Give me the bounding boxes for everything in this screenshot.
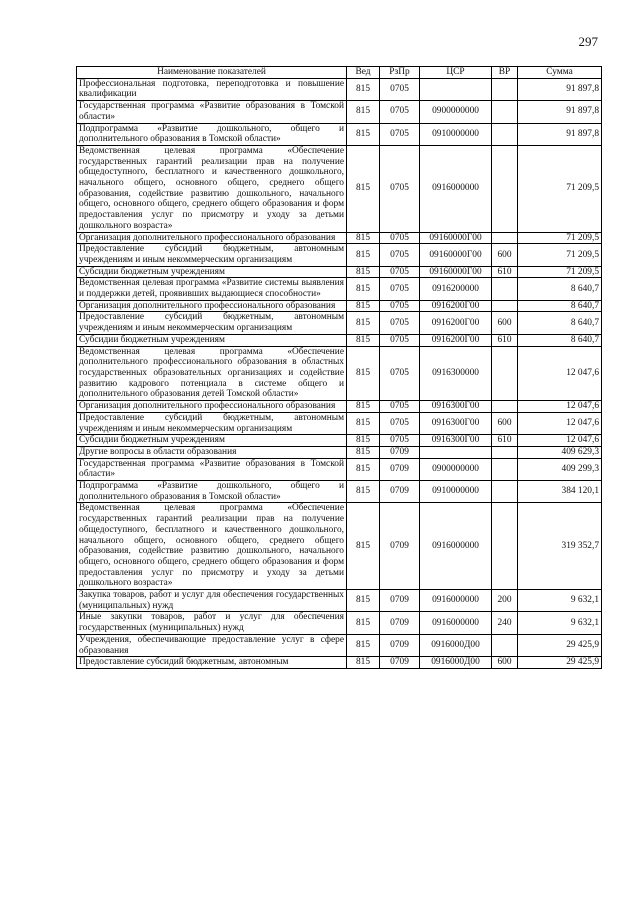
cell-sum: 409 299,3 — [518, 458, 602, 480]
cell-csr: 0916000000 — [420, 590, 492, 612]
cell-ved: 815 — [347, 334, 380, 346]
table-row — [77, 266, 602, 278]
table-row — [77, 503, 602, 590]
cell-csr: 0916200000 — [420, 278, 492, 300]
cell-ved: 815 — [347, 278, 380, 300]
cell-ved: 815 — [347, 481, 380, 503]
table-row — [77, 123, 602, 145]
cell-vr — [492, 78, 518, 100]
cell-name: Ведомственная целевая программа «Обеспечение государственных гарантий реализации прав на получение общедоступного, бесплатного и качественного дошкольного, начального общего, основного общего, среднего общего образования, содействие развитию дошкольного, начального общего, основного общего, среднего общего образования и форм предоставления услуг по присмотру и уходу за детьми дошкольного возраста» — [77, 145, 347, 232]
table-row — [77, 300, 602, 312]
cell-csr: 0916300Г00 — [420, 401, 492, 413]
cell-ved: 815 — [347, 232, 380, 244]
table-row — [77, 412, 602, 434]
cell-vr — [492, 123, 518, 145]
cell-csr: 0900000000 — [420, 101, 492, 123]
table-row — [77, 244, 602, 266]
cell-csr: 0916000000 — [420, 503, 492, 590]
table-row — [77, 481, 602, 503]
cell-name: Иные закупки товаров, работ и услуг для обеспечения государственных (муниципальных) нужд — [77, 612, 347, 634]
cell-rzpr: 0705 — [380, 312, 420, 334]
cell-vr: 610 — [492, 334, 518, 346]
table-row — [77, 312, 602, 334]
cell-name: Ведомственная целевая программа «Обеспечение государственных гарантий реализации прав на получение общедоступного, бесплатного и качественного дошкольного, начального общего, основного общего, среднего общего образования, содействие развитию дошкольного, начального общего, основного общего, среднего общего образования и форм предоставления услуг по присмотру и уходу за детьми дошкольного возраста» — [77, 503, 347, 590]
cell-ved: 815 — [347, 123, 380, 145]
cell-rzpr: 0705 — [380, 78, 420, 100]
cell-name: Организация дополнительного профессионального образования — [77, 401, 347, 413]
cell-sum: 8 640,7 — [518, 278, 602, 300]
cell-sum: 319 352,7 — [518, 503, 602, 590]
cell-csr: 0916000Д00 — [420, 634, 492, 656]
cell-csr: 0916200Г00 — [420, 312, 492, 334]
cell-vr: 240 — [492, 612, 518, 634]
cell-vr — [492, 278, 518, 300]
cell-vr: 600 — [492, 312, 518, 334]
cell-ved: 815 — [347, 312, 380, 334]
cell-sum: 384 120,1 — [518, 481, 602, 503]
page-number: 297 — [578, 34, 598, 49]
table-row — [77, 334, 602, 346]
cell-sum: 29 425,9 — [518, 657, 602, 669]
cell-vr — [492, 346, 518, 401]
cell-ved: 815 — [347, 346, 380, 401]
cell-ved: 815 — [347, 78, 380, 100]
cell-csr: 09160000Г00 — [420, 232, 492, 244]
cell-sum: 91 897,8 — [518, 123, 602, 145]
cell-vr — [492, 232, 518, 244]
table-header-row — [77, 67, 602, 79]
cell-rzpr: 0705 — [380, 412, 420, 434]
cell-rzpr: 0709 — [380, 634, 420, 656]
cell-rzpr: 0705 — [380, 435, 420, 447]
header-ved: Вед — [347, 67, 380, 79]
cell-name: Государственная программа «Развитие образования в Томской области» — [77, 458, 347, 480]
cell-sum: 71 209,5 — [518, 232, 602, 244]
cell-name: Ведомственная целевая программа «Развитие системы выявления и поддержки детей, проявивших выдающиеся способности» — [77, 278, 347, 300]
cell-sum: 9 632,1 — [518, 590, 602, 612]
cell-sum: 12 047,6 — [518, 346, 602, 401]
cell-ved: 815 — [347, 634, 380, 656]
cell-rzpr: 0709 — [380, 657, 420, 669]
cell-csr: 0916000Д00 — [420, 657, 492, 669]
cell-ved: 815 — [347, 458, 380, 480]
cell-vr — [492, 481, 518, 503]
cell-vr — [492, 401, 518, 413]
cell-name: Субсидии бюджетным учреждениям — [77, 435, 347, 447]
cell-name: Подпрограмма «Развитие дошкольного, общего и дополнительного образования в Томской области» — [77, 123, 347, 145]
cell-vr: 610 — [492, 266, 518, 278]
table-row — [77, 346, 602, 401]
cell-name: Предоставление субсидий бюджетным, автономным учреждениям и иным некоммерческим организациям — [77, 244, 347, 266]
cell-name: Учреждения, обеспечивающие предоставление услуг в сфере образования — [77, 634, 347, 656]
cell-csr: 0916200Г00 — [420, 334, 492, 346]
table-row — [77, 458, 602, 480]
cell-csr: 0916300Г00 — [420, 412, 492, 434]
cell-rzpr: 0705 — [380, 145, 420, 232]
cell-name: Субсидии бюджетным учреждениям — [77, 334, 347, 346]
cell-sum: 29 425,9 — [518, 634, 602, 656]
cell-name: Предоставление субсидий бюджетным, автономным учреждениям и иным некоммерческим организациям — [77, 412, 347, 434]
cell-ved: 815 — [347, 612, 380, 634]
cell-name: Другие вопросы в области образования — [77, 446, 347, 458]
cell-rzpr: 0705 — [380, 278, 420, 300]
cell-csr: 0916300Г00 — [420, 435, 492, 447]
header-sum: Сумма — [518, 67, 602, 79]
cell-ved: 815 — [347, 412, 380, 434]
cell-ved: 815 — [347, 300, 380, 312]
cell-sum: 8 640,7 — [518, 334, 602, 346]
cell-csr — [420, 446, 492, 458]
cell-sum: 12 047,6 — [518, 435, 602, 447]
cell-name: Закупка товаров, работ и услуг для обеспечения государственных (муниципальных) нужд — [77, 590, 347, 612]
cell-vr — [492, 300, 518, 312]
cell-csr: 0916200Г00 — [420, 300, 492, 312]
cell-ved: 815 — [347, 446, 380, 458]
cell-name: Профессиональная подготовка, переподготовка и повышение квалификации — [77, 78, 347, 100]
header-rzpr: РзПр — [380, 67, 420, 79]
table-row — [77, 401, 602, 413]
cell-csr — [420, 78, 492, 100]
cell-ved: 815 — [347, 266, 380, 278]
cell-rzpr: 0705 — [380, 300, 420, 312]
cell-rzpr: 0709 — [380, 481, 420, 503]
cell-vr: 610 — [492, 435, 518, 447]
cell-ved: 815 — [347, 101, 380, 123]
cell-sum: 8 640,7 — [518, 312, 602, 334]
cell-sum: 71 209,5 — [518, 145, 602, 232]
cell-vr — [492, 145, 518, 232]
cell-rzpr: 0705 — [380, 244, 420, 266]
cell-rzpr: 0709 — [380, 503, 420, 590]
cell-name: Ведомственная целевая программа «Обеспечение дополнительного профессионального образования в областных государственных образовательных организациях и содействие развитию кадрового потенциала в системе общего и дополнительного образования детей Томской области» — [77, 346, 347, 401]
cell-ved: 815 — [347, 657, 380, 669]
cell-name: Государственная программа «Развитие образования в Томской области» — [77, 101, 347, 123]
cell-rzpr: 0705 — [380, 101, 420, 123]
cell-ved: 815 — [347, 401, 380, 413]
cell-csr: 0910000000 — [420, 123, 492, 145]
cell-sum: 12 047,6 — [518, 401, 602, 413]
cell-rzpr: 0705 — [380, 266, 420, 278]
cell-name: Организация дополнительного профессионального образования — [77, 300, 347, 312]
table-row — [77, 232, 602, 244]
table-row — [77, 590, 602, 612]
table-row — [77, 634, 602, 656]
cell-rzpr: 0705 — [380, 401, 420, 413]
header-name: Наименование показателей — [77, 67, 347, 79]
cell-vr — [492, 634, 518, 656]
cell-name: Подпрограмма «Развитие дошкольного, общего и дополнительного образования в Томской области» — [77, 481, 347, 503]
cell-rzpr: 0709 — [380, 590, 420, 612]
cell-ved: 815 — [347, 244, 380, 266]
cell-sum: 12 047,6 — [518, 412, 602, 434]
cell-name: Субсидии бюджетным учреждениям — [77, 266, 347, 278]
cell-vr — [492, 503, 518, 590]
cell-sum: 91 897,8 — [518, 101, 602, 123]
cell-vr: 200 — [492, 590, 518, 612]
table-row — [77, 101, 602, 123]
cell-sum: 409 629,3 — [518, 446, 602, 458]
cell-sum: 91 897,8 — [518, 78, 602, 100]
cell-ved: 815 — [347, 145, 380, 232]
header-vr: ВР — [492, 67, 518, 79]
cell-csr: 0916300000 — [420, 346, 492, 401]
cell-vr: 600 — [492, 412, 518, 434]
table-row — [77, 657, 602, 669]
cell-ved: 815 — [347, 590, 380, 612]
cell-csr: 09160000Г00 — [420, 266, 492, 278]
cell-vr — [492, 101, 518, 123]
header-csr: ЦСР — [420, 67, 492, 79]
cell-vr: 600 — [492, 657, 518, 669]
cell-vr: 600 — [492, 244, 518, 266]
cell-rzpr: 0705 — [380, 346, 420, 401]
table-row — [77, 78, 602, 100]
cell-csr: 0910000000 — [420, 481, 492, 503]
cell-ved: 815 — [347, 435, 380, 447]
cell-name: Предоставление субсидий бюджетным, автономным учреждениям и иным некоммерческим организациям — [77, 312, 347, 334]
cell-csr: 0916000000 — [420, 145, 492, 232]
cell-rzpr: 0709 — [380, 458, 420, 480]
cell-sum: 71 209,5 — [518, 244, 602, 266]
cell-rzpr: 0705 — [380, 123, 420, 145]
cell-sum: 9 632,1 — [518, 612, 602, 634]
cell-csr: 0916000000 — [420, 612, 492, 634]
budget-table — [76, 66, 602, 669]
cell-sum: 8 640,7 — [518, 300, 602, 312]
cell-rzpr: 0709 — [380, 612, 420, 634]
cell-ved: 815 — [347, 503, 380, 590]
table-row — [77, 612, 602, 634]
table-row — [77, 145, 602, 232]
table-row — [77, 446, 602, 458]
cell-csr: 09160000Г00 — [420, 244, 492, 266]
cell-vr — [492, 446, 518, 458]
cell-rzpr: 0709 — [380, 446, 420, 458]
table-row — [77, 278, 602, 300]
cell-rzpr: 0705 — [380, 232, 420, 244]
cell-csr: 0900000000 — [420, 458, 492, 480]
cell-sum: 71 209,5 — [518, 266, 602, 278]
cell-rzpr: 0705 — [380, 334, 420, 346]
cell-name: Организация дополнительного профессионального образования — [77, 232, 347, 244]
cell-name: Предоставление субсидий бюджетным, автономным — [77, 657, 347, 669]
table-row — [77, 435, 602, 447]
cell-vr — [492, 458, 518, 480]
